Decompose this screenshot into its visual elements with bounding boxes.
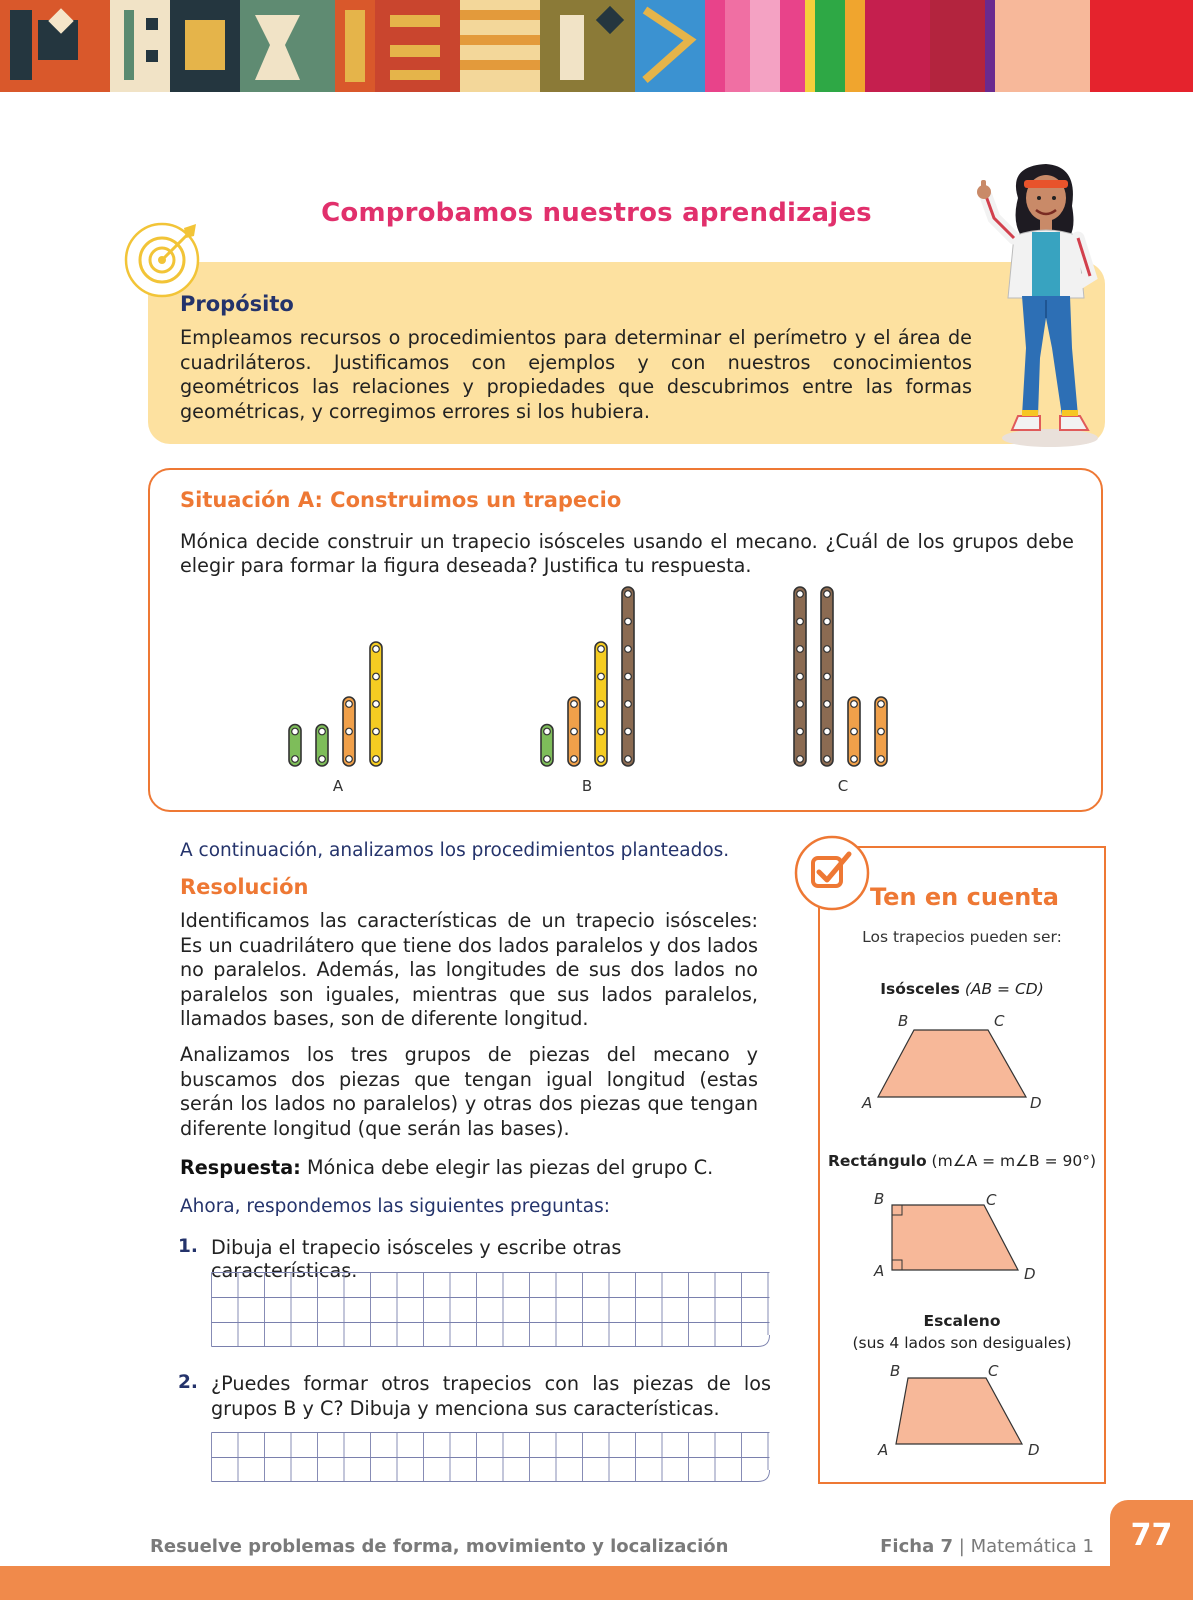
vertex-label: A bbox=[878, 1441, 889, 1459]
mecano-hole bbox=[824, 673, 831, 680]
mecano-hole bbox=[797, 591, 804, 598]
mecano-hole bbox=[319, 728, 326, 735]
trapezoid-type-name: Rectángulo bbox=[827, 1152, 927, 1170]
mecano-hole bbox=[797, 673, 804, 680]
mecano-hole bbox=[571, 728, 578, 735]
vertex-label: A bbox=[862, 1094, 873, 1112]
isosceles-trapezoid bbox=[878, 1030, 1026, 1097]
mecano-hole bbox=[797, 646, 804, 653]
mecano-hole bbox=[544, 756, 551, 763]
trapezoid-type-detail: (m∠A = m∠B = 90°) bbox=[931, 1152, 1097, 1170]
mecano-hole bbox=[878, 756, 885, 763]
answer-line bbox=[180, 1156, 713, 1179]
question-text: Dibuja el trapecio isósceles y escribe otras características. bbox=[211, 1236, 622, 1282]
mecano-hole bbox=[292, 756, 299, 763]
footer-ficha: Ficha 7 bbox=[880, 1536, 954, 1557]
vertex-label: D bbox=[1028, 1441, 1040, 1459]
mecano-hole bbox=[851, 756, 858, 763]
resolution-heading: Resolución bbox=[180, 875, 309, 899]
mecano-hole bbox=[292, 728, 299, 735]
group-label: C bbox=[837, 777, 849, 795]
trapezoid-type-name: Isósceles bbox=[880, 980, 960, 998]
mecano-hole bbox=[878, 728, 885, 735]
mecano-hole bbox=[598, 728, 605, 735]
answer-label: Respuesta: bbox=[180, 1156, 301, 1179]
footer-bar bbox=[0, 1566, 1193, 1600]
mecano-hole bbox=[851, 701, 858, 708]
group-label: A bbox=[332, 777, 344, 795]
mecano-hole bbox=[598, 673, 605, 680]
vertex-label: C bbox=[988, 1362, 999, 1380]
mecano-hole bbox=[851, 728, 858, 735]
trapezoid-type-detail: (AB = CD) bbox=[964, 980, 1044, 998]
scalene-trapezoid bbox=[896, 1378, 1022, 1444]
mecano-hole bbox=[625, 728, 632, 735]
woven-pattern-banner bbox=[0, 0, 1193, 92]
mecano-hole bbox=[824, 701, 831, 708]
mecano-hole bbox=[797, 756, 804, 763]
vertex-label: B bbox=[874, 1190, 885, 1208]
mecano-hole bbox=[373, 728, 380, 735]
checkbox-icon bbox=[793, 834, 871, 912]
answer-text: Mónica debe elegir las piezas del grupo C. bbox=[306, 1156, 714, 1179]
mecano-hole bbox=[373, 756, 380, 763]
footer-separator: | bbox=[958, 1536, 965, 1557]
mecano-hole bbox=[797, 701, 804, 708]
answer-grid[interactable] bbox=[211, 1272, 771, 1348]
mecano-hole bbox=[824, 591, 831, 598]
mecano-hole bbox=[824, 756, 831, 763]
group-label: B bbox=[581, 777, 593, 795]
mecano-hole bbox=[625, 646, 632, 653]
situation-heading: Situación A: Construimos un trapecio bbox=[180, 488, 622, 512]
procedures-intro: A continuación, analizamos los procedimientos planteados. bbox=[180, 840, 730, 861]
footer-competency: Resuelve problemas de forma, movimiento y localización bbox=[150, 1536, 729, 1557]
trapezoid-examples bbox=[818, 995, 1106, 1475]
purpose-heading: Propósito bbox=[180, 292, 294, 316]
questions-intro: Ahora, respondemos las siguientes preguntas: bbox=[180, 1196, 611, 1217]
mecano-hole bbox=[824, 646, 831, 653]
right-trapezoid bbox=[892, 1205, 1018, 1270]
mecano-hole bbox=[571, 701, 578, 708]
mecano-hole bbox=[797, 728, 804, 735]
mecano-hole bbox=[625, 756, 632, 763]
tip-heading: Ten en cuenta bbox=[870, 883, 1059, 911]
question-number: 2. bbox=[178, 1372, 198, 1393]
footer-course bbox=[880, 1536, 1094, 1557]
mecano-hole bbox=[625, 591, 632, 598]
mecano-hole bbox=[544, 728, 551, 735]
mecano-hole bbox=[571, 756, 578, 763]
mecano-hole bbox=[625, 618, 632, 625]
vertex-label: C bbox=[986, 1191, 997, 1209]
mecano-hole bbox=[797, 618, 804, 625]
resolution-paragraph: Analizamos los tres grupos de piezas del mecano y buscamos dos piezas que tengan igual longitud (estas serán los lados no paralelos) y otras dos piezas que tengan diferente longitud (que serán las bases). bbox=[180, 1043, 758, 1140]
question-text: ¿Puedes formar otros trapecios con las piezas de los grupos B y C? Dibuja y menciona sus características. bbox=[211, 1372, 771, 1420]
mecano-hole bbox=[319, 756, 326, 763]
answer-grid[interactable] bbox=[211, 1432, 771, 1483]
mecano-hole bbox=[625, 673, 632, 680]
mecano-hole bbox=[625, 701, 632, 708]
mecano-hole bbox=[346, 728, 353, 735]
trapezoid-type-name: Escaleno bbox=[923, 1312, 1001, 1330]
footer-subject: Matemática 1 bbox=[970, 1536, 1094, 1557]
mecano-hole bbox=[878, 701, 885, 708]
vertex-label: A bbox=[874, 1262, 885, 1280]
mecano-hole bbox=[598, 756, 605, 763]
tip-subtitle: Los trapecios pueden ser: bbox=[862, 928, 1062, 946]
page-title: Comprobamos nuestros aprendizajes bbox=[321, 198, 872, 228]
mecano-hole bbox=[373, 673, 380, 680]
mecano-hole bbox=[346, 701, 353, 708]
mecano-hole bbox=[373, 646, 380, 653]
vertex-label: C bbox=[994, 1012, 1005, 1030]
mecano-hole bbox=[373, 701, 380, 708]
mecano-hole bbox=[598, 646, 605, 653]
mecano-hole bbox=[824, 728, 831, 735]
trapezoid-type-detail: (sus 4 lados son desiguales) bbox=[852, 1334, 1072, 1352]
mecano-hole bbox=[346, 756, 353, 763]
resolution-paragraph: Identificamos las características de un trapecio isósceles: Es un cuadrilátero que tiene dos lados paralelos y dos lados no paralelos. Además, las longitudes de sus dos lados no paralelos son iguales, mientras que sus lados paralelos, llamados bases, son de diferente longitud. bbox=[180, 909, 758, 1030]
situation-text: Mónica decide construir un trapecio isósceles usando el mecano. ¿Cuál de los grupos debe elegir para formar la figura deseada? Justifica tu respuesta. bbox=[180, 530, 1074, 577]
vertex-label: D bbox=[1024, 1265, 1036, 1283]
mecano-hole bbox=[824, 618, 831, 625]
page-number: 77 bbox=[1130, 1518, 1173, 1553]
girl-illustration bbox=[968, 158, 1118, 448]
mecano-hole bbox=[598, 701, 605, 708]
vertex-label: B bbox=[898, 1012, 909, 1030]
target-icon bbox=[124, 218, 206, 300]
purpose-text: Empleamos recursos o procedimientos para determinar el perímetro y el área de cuadriláteros. Justificamos con ejemplos y con nuestros conocimientos geométricos las relaciones y propiedades que descubrimos entre las formas geométricas, y corregimos errores si los hubiera. bbox=[180, 326, 972, 423]
vertex-label: D bbox=[1030, 1094, 1042, 1112]
mecano-groups bbox=[150, 585, 1100, 810]
vertex-label: B bbox=[890, 1362, 901, 1380]
question-number: 1. bbox=[178, 1236, 198, 1257]
